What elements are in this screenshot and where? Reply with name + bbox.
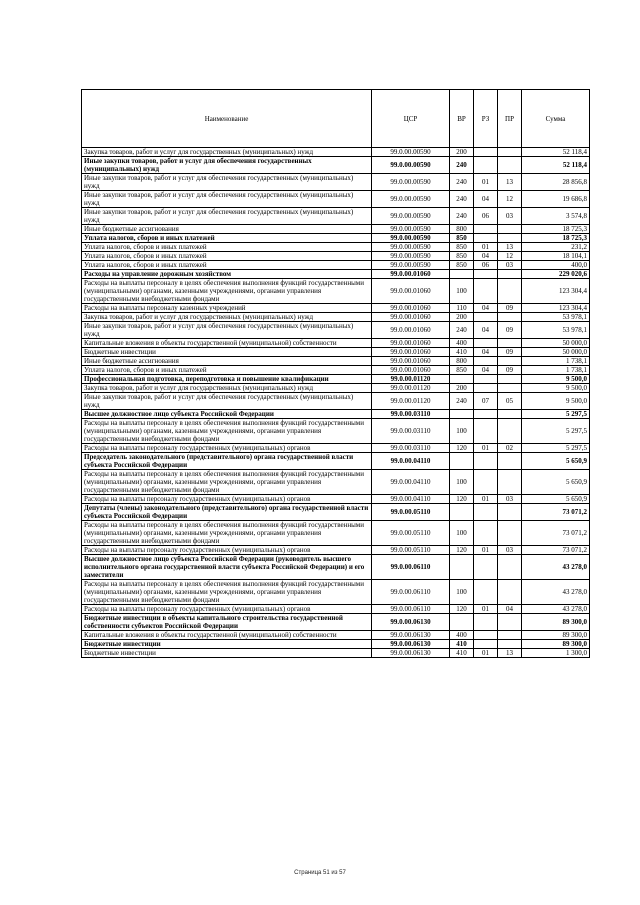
cell-pr: 03: [498, 546, 522, 555]
cell-csr: 99.0.00.05110: [372, 546, 450, 555]
cell-csr: 99.0.00.00590: [372, 191, 450, 208]
table-row: [82, 453, 590, 470]
cell-name: Капитальные вложения в объекты государственной (муниципальной) собственности: [82, 339, 372, 348]
cell-rz: [474, 580, 498, 605]
cell-sum: 5 650,9: [522, 453, 590, 470]
cell-name: Расходы на выплаты персоналу государственных (муниципальных) органов: [82, 605, 372, 614]
cell-sum: 5 297,5: [522, 410, 590, 419]
table-header-row: [82, 90, 590, 148]
cell-pr: [498, 410, 522, 419]
cell-csr: 99.0.00.01060: [372, 357, 450, 366]
cell-name: Иные закупки товаров, работ и услуг для обеспечения государственных (муниципальных) нужд: [82, 157, 372, 174]
cell-vr: 120: [450, 495, 474, 504]
cell-name: Закупка товаров, работ и услуг для государственных (муниципальных) нужд: [82, 384, 372, 393]
cell-csr: 99.0.00.04110: [372, 453, 450, 470]
table-row: [82, 410, 590, 419]
cell-vr: [450, 614, 474, 631]
table-row: [82, 339, 590, 348]
cell-name: Расходы на выплаты персоналу в целях обеспечения выполнения функций государственными (муниципальными) органами, казенными учреждениями, органами управления государственными внебюджетными фондами: [82, 521, 372, 546]
cell-csr: 99.0.00.06110: [372, 605, 450, 614]
table-row: [82, 252, 590, 261]
table-row: [82, 605, 590, 614]
cell-sum: 89 300,0: [522, 614, 590, 631]
cell-vr: [450, 375, 474, 384]
cell-vr: 850: [450, 243, 474, 252]
cell-csr: 99.0.00.06130: [372, 649, 450, 658]
cell-vr: 100: [450, 470, 474, 495]
cell-rz: [474, 640, 498, 649]
cell-rz: 01: [474, 243, 498, 252]
cell-rz: [474, 410, 498, 419]
cell-name: Расходы на выплаты персоналу в целях обеспечения выполнения функций государственными (муниципальными) органами, казенными учреждениями, органами управления государственными внебюджетными фондами: [82, 470, 372, 495]
table-row: [82, 157, 590, 174]
cell-name: Уплата налогов, сборов и иных платежей: [82, 366, 372, 375]
cell-csr: 99.0.00.00590: [372, 148, 450, 157]
cell-rz: 06: [474, 208, 498, 225]
cell-pr: [498, 357, 522, 366]
header-sum: Сумма: [522, 90, 590, 148]
cell-sum: 50 000,0: [522, 348, 590, 357]
cell-vr: 120: [450, 546, 474, 555]
cell-pr: [498, 419, 522, 444]
cell-rz: [474, 453, 498, 470]
header-pr: ПР: [498, 90, 522, 148]
cell-sum: 3 574,8: [522, 208, 590, 225]
cell-csr: 99.0.00.00590: [372, 261, 450, 270]
cell-name: Закупка товаров, работ и услуг для государственных (муниципальных) нужд: [82, 313, 372, 322]
cell-sum: 5 297,5: [522, 419, 590, 444]
cell-vr: [450, 555, 474, 580]
cell-csr: 99.0.00.00590: [372, 243, 450, 252]
cell-csr: 99.0.00.00590: [372, 225, 450, 234]
table-row: [82, 580, 590, 605]
cell-vr: 120: [450, 605, 474, 614]
cell-csr: 99.0.00.01120: [372, 375, 450, 384]
cell-vr: 240: [450, 191, 474, 208]
cell-rz: [474, 270, 498, 279]
cell-csr: 99.0.00.06110: [372, 580, 450, 605]
cell-pr: 09: [498, 304, 522, 313]
cell-csr: 99.0.00.05110: [372, 521, 450, 546]
cell-pr: [498, 148, 522, 157]
cell-rz: [474, 504, 498, 521]
table-row: [82, 313, 590, 322]
cell-name: Иные закупки товаров, работ и услуг для обеспечения государственных (муниципальных) нужд: [82, 322, 372, 339]
cell-vr: 100: [450, 580, 474, 605]
cell-sum: 9 500,0: [522, 393, 590, 410]
cell-name: Иные закупки товаров, работ и услуг для обеспечения государственных (муниципальных) нужд: [82, 191, 372, 208]
table-row: [82, 261, 590, 270]
cell-rz: 06: [474, 261, 498, 270]
cell-pr: 03: [498, 208, 522, 225]
table-row: [82, 504, 590, 521]
cell-sum: 18 725,3: [522, 225, 590, 234]
cell-rz: 01: [474, 605, 498, 614]
cell-sum: 9 500,0: [522, 384, 590, 393]
cell-sum: 50 000,0: [522, 339, 590, 348]
table-row: [82, 304, 590, 313]
cell-csr: 99.0.00.06130: [372, 614, 450, 631]
cell-rz: [474, 339, 498, 348]
cell-name: Председатель законодательного (представительного) органа государственной власти субъекта Российской Федерации: [82, 453, 372, 470]
cell-rz: [474, 313, 498, 322]
cell-name: Уплата налогов, сборов и иных платежей: [82, 252, 372, 261]
cell-vr: 100: [450, 419, 474, 444]
table-row: [82, 470, 590, 495]
cell-csr: 99.0.00.01060: [372, 322, 450, 339]
cell-vr: [450, 504, 474, 521]
cell-sum: 5 650,9: [522, 470, 590, 495]
table-row: [82, 243, 590, 252]
cell-vr: [450, 270, 474, 279]
cell-name: Иные закупки товаров, работ и услуг для обеспечения государственных (муниципальных) нужд: [82, 208, 372, 225]
cell-pr: [498, 555, 522, 580]
header-rz: РЗ: [474, 90, 498, 148]
cell-name: Иные закупки товаров, работ и услуг для обеспечения государственных (муниципальных) нужд: [82, 393, 372, 410]
table-row: [82, 640, 590, 649]
table-row: [82, 393, 590, 410]
cell-rz: 01: [474, 495, 498, 504]
header-name: Наименование: [82, 90, 372, 148]
cell-rz: 04: [474, 304, 498, 313]
cell-sum: 229 020,6: [522, 270, 590, 279]
cell-vr: 240: [450, 157, 474, 174]
page-number: Страница 51 из 57: [294, 870, 346, 876]
cell-sum: 5 650,9: [522, 495, 590, 504]
header-csr: ЦСР: [372, 90, 450, 148]
cell-pr: [498, 631, 522, 640]
cell-pr: 09: [498, 348, 522, 357]
header-vr: ВР: [450, 90, 474, 148]
cell-rz: 07: [474, 393, 498, 410]
cell-name: Уплата налогов, сборов и иных платежей: [82, 261, 372, 270]
cell-sum: 123 304,4: [522, 279, 590, 304]
cell-pr: [498, 580, 522, 605]
cell-csr: 99.0.00.00590: [372, 174, 450, 191]
cell-csr: 99.0.00.03110: [372, 410, 450, 419]
cell-csr: 99.0.00.01060: [372, 270, 450, 279]
cell-csr: 99.0.00.01060: [372, 366, 450, 375]
cell-sum: 9 500,0: [522, 375, 590, 384]
cell-sum: 1 300,0: [522, 649, 590, 658]
budget-table: [81, 89, 590, 658]
table-body: [82, 148, 590, 658]
cell-csr: 99.0.00.03110: [372, 419, 450, 444]
cell-name: Расходы на выплаты персоналу государственных (муниципальных) органов: [82, 444, 372, 453]
cell-rz: 01: [474, 444, 498, 453]
cell-pr: [498, 279, 522, 304]
cell-rz: 04: [474, 366, 498, 375]
cell-sum: 19 686,8: [522, 191, 590, 208]
cell-pr: [498, 453, 522, 470]
cell-vr: 400: [450, 631, 474, 640]
cell-vr: 200: [450, 313, 474, 322]
cell-name: Бюджетные инвестиции: [82, 649, 372, 658]
cell-pr: [498, 234, 522, 243]
table-row: [82, 191, 590, 208]
cell-pr: [498, 504, 522, 521]
cell-vr: 850: [450, 252, 474, 261]
cell-name: Капитальные вложения в объекты государственной (муниципальной) собственности: [82, 631, 372, 640]
cell-rz: [474, 419, 498, 444]
cell-sum: 89 300,0: [522, 631, 590, 640]
cell-pr: [498, 614, 522, 631]
cell-name: Уплата налогов, сборов и иных платежей: [82, 234, 372, 243]
cell-pr: [498, 384, 522, 393]
cell-vr: 240: [450, 393, 474, 410]
cell-rz: [474, 234, 498, 243]
cell-pr: 03: [498, 495, 522, 504]
cell-sum: 1 738,1: [522, 366, 590, 375]
cell-pr: 12: [498, 252, 522, 261]
table-row: [82, 348, 590, 357]
cell-csr: 99.0.00.01120: [372, 384, 450, 393]
cell-vr: 850: [450, 366, 474, 375]
cell-pr: [498, 313, 522, 322]
cell-rz: 04: [474, 252, 498, 261]
cell-name: Расходы на выплаты персоналу государственных (муниципальных) органов: [82, 495, 372, 504]
table-row: [82, 631, 590, 640]
cell-pr: [498, 157, 522, 174]
cell-name: Бюджетные инвестиции: [82, 348, 372, 357]
cell-vr: 120: [450, 444, 474, 453]
cell-csr: 99.0.00.04110: [372, 495, 450, 504]
cell-pr: [498, 640, 522, 649]
cell-rz: [474, 279, 498, 304]
table-row: [82, 375, 590, 384]
cell-vr: 800: [450, 357, 474, 366]
cell-name: Бюджетные инвестиции в объекты капитального строительства государственной собственности субъектов Российской Федерации: [82, 614, 372, 631]
cell-rz: 01: [474, 546, 498, 555]
cell-pr: 04: [498, 605, 522, 614]
cell-pr: [498, 375, 522, 384]
cell-pr: 05: [498, 393, 522, 410]
cell-rz: 01: [474, 174, 498, 191]
cell-csr: 99.0.00.01060: [372, 339, 450, 348]
cell-rz: [474, 521, 498, 546]
cell-name: Высшее должностное лицо субъекта Российской Федерации: [82, 410, 372, 419]
cell-sum: 53 978,1: [522, 313, 590, 322]
cell-name: Расходы на выплаты персоналу в целях обеспечения выполнения функций государственными (муниципальными) органами, казенными учреждениями, органами управления государственными внебюджетными фондами: [82, 279, 372, 304]
table-row: [82, 614, 590, 631]
cell-sum: 43 278,0: [522, 580, 590, 605]
cell-sum: 73 071,2: [522, 504, 590, 521]
cell-vr: 400: [450, 339, 474, 348]
cell-sum: 43 278,0: [522, 605, 590, 614]
table-row: [82, 234, 590, 243]
cell-csr: 99.0.00.05110: [372, 504, 450, 521]
cell-pr: [498, 270, 522, 279]
cell-vr: 410: [450, 649, 474, 658]
table-row: [82, 649, 590, 658]
cell-sum: 73 071,2: [522, 546, 590, 555]
cell-name: Уплата налогов, сборов и иных платежей: [82, 243, 372, 252]
cell-pr: [498, 521, 522, 546]
cell-csr: 99.0.00.01060: [372, 304, 450, 313]
cell-vr: 200: [450, 148, 474, 157]
table-row: [82, 555, 590, 580]
cell-pr: 13: [498, 649, 522, 658]
cell-csr: 99.0.00.06110: [372, 555, 450, 580]
cell-sum: 231,2: [522, 243, 590, 252]
cell-pr: 03: [498, 261, 522, 270]
cell-rz: [474, 157, 498, 174]
cell-sum: 5 297,5: [522, 444, 590, 453]
cell-vr: 850: [450, 261, 474, 270]
cell-name: Бюджетные инвестиции: [82, 640, 372, 649]
cell-sum: 400,0: [522, 261, 590, 270]
cell-rz: [474, 225, 498, 234]
cell-sum: 73 071,2: [522, 521, 590, 546]
cell-rz: 01: [474, 649, 498, 658]
cell-rz: [474, 148, 498, 157]
cell-vr: 240: [450, 208, 474, 225]
cell-vr: 100: [450, 279, 474, 304]
table-row: [82, 270, 590, 279]
table-row: [82, 546, 590, 555]
cell-vr: 800: [450, 225, 474, 234]
cell-rz: [474, 631, 498, 640]
cell-csr: 99.0.00.00590: [372, 252, 450, 261]
cell-name: Расходы на выплаты персоналу в целях обеспечения выполнения функций государственными (муниципальными) органами, казенными учреждениями, органами управления государственными внебюджетными фондами: [82, 419, 372, 444]
cell-vr: 240: [450, 174, 474, 191]
cell-pr: [498, 225, 522, 234]
cell-rz: 04: [474, 191, 498, 208]
cell-rz: [474, 375, 498, 384]
cell-sum: 1 738,1: [522, 357, 590, 366]
cell-sum: 28 856,8: [522, 174, 590, 191]
cell-sum: 18 725,3: [522, 234, 590, 243]
cell-name: Закупка товаров, работ и услуг для государственных (муниципальных) нужд: [82, 148, 372, 157]
cell-csr: 99.0.00.00590: [372, 234, 450, 243]
cell-csr: 99.0.00.01060: [372, 348, 450, 357]
table-row: [82, 419, 590, 444]
cell-pr: 09: [498, 366, 522, 375]
table-row: [82, 384, 590, 393]
cell-vr: 410: [450, 640, 474, 649]
cell-name: Расходы на выплаты персоналу казенных учреждений: [82, 304, 372, 313]
cell-name: Расходы на выплаты персоналу в целях обеспечения выполнения функций государственными (муниципальными) органами, казенными учреждениями, органами управления государственными внебюджетными фондами: [82, 580, 372, 605]
cell-vr: 410: [450, 348, 474, 357]
cell-name: Расходы на выплаты персоналу государственных (муниципальных) органов: [82, 546, 372, 555]
table-row: [82, 208, 590, 225]
cell-name: Высшее должностное лицо субъекта Российской Федерации (руководитель высшего исполнительного органа государственной власти субъекта Российской Федерации) и его заместители: [82, 555, 372, 580]
cell-name: Иные закупки товаров, работ и услуг для обеспечения государственных (муниципальных) нужд: [82, 174, 372, 191]
cell-pr: 02: [498, 444, 522, 453]
cell-name: Иные бюджетные ассигнования: [82, 225, 372, 234]
cell-sum: 53 978,1: [522, 322, 590, 339]
cell-vr: 200: [450, 384, 474, 393]
cell-csr: 99.0.00.00590: [372, 157, 450, 174]
cell-pr: 13: [498, 243, 522, 252]
cell-rz: [474, 384, 498, 393]
cell-sum: 52 118,4: [522, 157, 590, 174]
table-row: [82, 495, 590, 504]
cell-rz: [474, 555, 498, 580]
cell-rz: 04: [474, 322, 498, 339]
cell-csr: 99.0.00.06130: [372, 640, 450, 649]
cell-rz: [474, 470, 498, 495]
cell-name: Профессиональная подготовка, переподготовка и повышение квалификации: [82, 375, 372, 384]
cell-rz: 04: [474, 348, 498, 357]
cell-name: Расходы на управление дорожным хозяйством: [82, 270, 372, 279]
cell-sum: 43 278,0: [522, 555, 590, 580]
cell-sum: 18 104,1: [522, 252, 590, 261]
cell-pr: [498, 339, 522, 348]
cell-csr: 99.0.00.00590: [372, 208, 450, 225]
cell-sum: 52 118,4: [522, 148, 590, 157]
cell-pr: 12: [498, 191, 522, 208]
table-row: [82, 225, 590, 234]
table-row: [82, 366, 590, 375]
cell-rz: [474, 357, 498, 366]
cell-csr: 99.0.00.01060: [372, 279, 450, 304]
cell-vr: [450, 410, 474, 419]
cell-sum: 123 304,4: [522, 304, 590, 313]
cell-csr: 99.0.00.04110: [372, 470, 450, 495]
cell-name: Депутаты (члены) законодательного (представительного) органа государственной власти субъекта Российской Федерации: [82, 504, 372, 521]
cell-rz: [474, 614, 498, 631]
cell-sum: 89 300,0: [522, 640, 590, 649]
cell-pr: 09: [498, 322, 522, 339]
cell-vr: 110: [450, 304, 474, 313]
cell-csr: 99.0.00.06130: [372, 631, 450, 640]
cell-name: Иные бюджетные ассигнования: [82, 357, 372, 366]
table-row: [82, 148, 590, 157]
table-row: [82, 444, 590, 453]
cell-vr: 100: [450, 521, 474, 546]
cell-pr: 13: [498, 174, 522, 191]
table-row: [82, 322, 590, 339]
cell-csr: 99.0.00.01120: [372, 393, 450, 410]
cell-vr: [450, 453, 474, 470]
table-row: [82, 174, 590, 191]
cell-vr: 850: [450, 234, 474, 243]
table-row: [82, 521, 590, 546]
table-row: [82, 357, 590, 366]
cell-csr: 99.0.00.01060: [372, 313, 450, 322]
table-row: [82, 279, 590, 304]
cell-vr: 240: [450, 322, 474, 339]
cell-csr: 99.0.00.03110: [372, 444, 450, 453]
cell-pr: [498, 470, 522, 495]
